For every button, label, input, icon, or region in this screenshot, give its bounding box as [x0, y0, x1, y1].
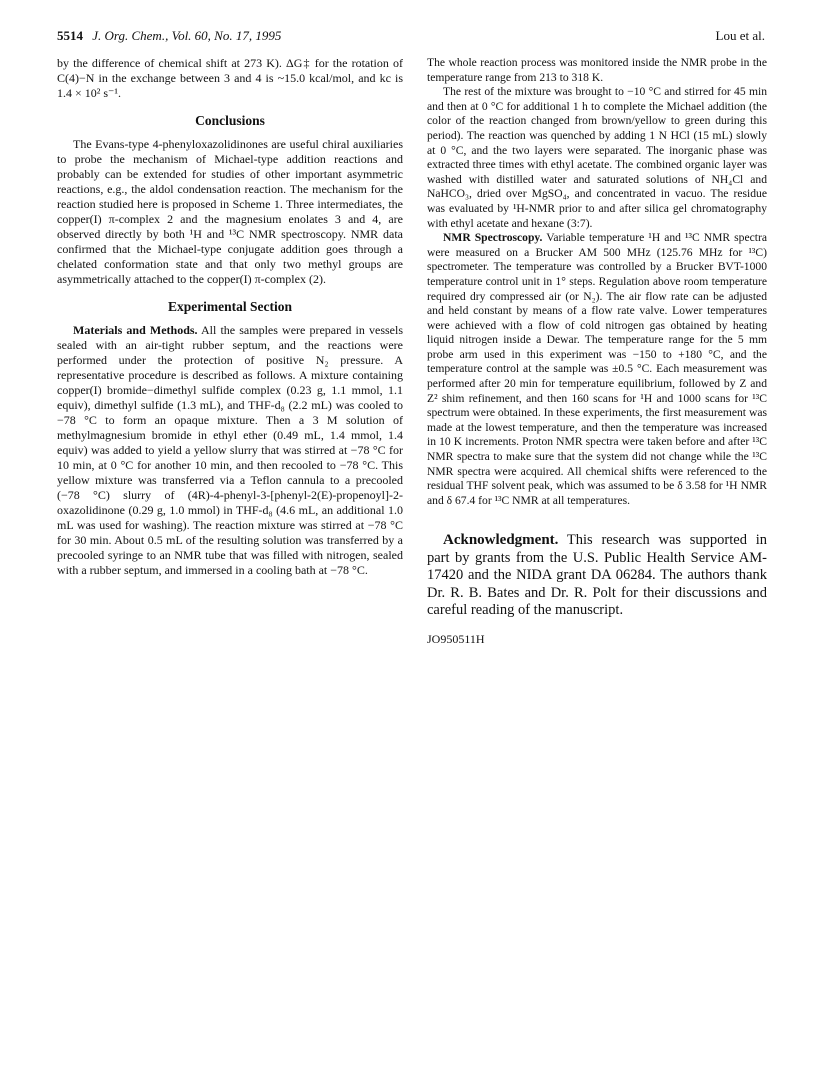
running-authors: Lou et al.	[715, 28, 765, 43]
acknowledgment-text: This research was supported in part by grants from the U.S. Public Health Service AM-17420 and the NIDA grant DA 06284. The authors thank Dr. R. B. Bates and Dr. R. Polt for their discussions and careful reading of the manuscript.	[427, 532, 767, 619]
right-column	[427, 56, 767, 647]
nmr-text: Variable temperature ¹H and ¹³C NMR spectra were measured on a Brucker AM 500 MHz (125.76 MHz for ¹³C) spectrometer. The temperature was controlled by a Brucker BVT-1000 temperature control unit in 1° steps. Regulation above room temperature required dry compressed air (or N₂). The air flow rate can be adjusted and held constant by means of a flow rate valve. Lower temperatures were achieved with a flow of cold nitrogen gas obtained by heating liquid nitrogen inside a Dewar. The temperature range for the 5 mm probe arm used in this experiment was −150 to +180 °C, and the temperature control at the sample was ±0.5 °C. Each measurement was performed after 20 min for temperature equilibrium, followed by Z and Z² shim refinement, and then 160 scans for ¹H and 1000 scans for ¹³C spectrum were obtained. In these experiments, the first measurement was made at the lowest temperature, and then the temperature was increased in 10 K increments. Proton NMR spectra were taken before and after ¹³C NMR spectra to make sure that the system did not change while the ¹³C NMR spectra were acquired. All chemical shifts were referenced to the residual THF solvent peak, which was assumed to be δ 3.58 for ¹H NMR and δ 67.4 for ¹³C NMR at all temperatures.	[427, 231, 767, 507]
conclusions-paragraph: The Evans-type 4-phenyloxazolidinones are useful chiral auxiliaries to probe the mechanism of Michael-type addition reactions and probably can be extended for studies of other important asymmetric reactions, e.g., the aldol condensation reaction. The mechanism for the reaction studied here is proposed in Scheme 1. Three intermediates, the copper(I) π-complex 2 and the magnesium enolates 3 and 4, are observed directly by both ¹H and ¹³C NMR spectroscopy. NMR data confirmed that the Michael-type conjugate addition goes through a chelated conformation state and that only two methyl groups are asymmetrically attached to the copper(I) π-complex (2).	[57, 137, 403, 286]
nmr-paragraph	[427, 231, 767, 508]
monitor-paragraph: The whole reaction process was monitored inside the NMR probe in the temperature range from 213 to 318 K.	[427, 56, 767, 84]
materials-paragraph	[57, 323, 403, 578]
continuation-paragraph: by the difference of chemical shift at 273 K). ΔG‡ for the rotation of C(4)−N in the exchange between 3 and 4 is ~15.0 kcal/mol, and kc is 1.4 × 10² s⁻¹.	[57, 56, 403, 100]
page-header	[57, 28, 765, 48]
acknowledgment-runin-heading: Acknowledgment.	[443, 532, 559, 549]
nmr-runin-heading: NMR Spectroscopy.	[443, 231, 543, 245]
materials-text: All the samples were prepared in vessels sealed with an air-tight rubber septum, and the reactions were performed under the protection of positive N₂ pressure. A representative procedure is described as follows. A mixture containing copper(I) bromide−dimethyl sulfide complex (0.23 g, 1.1 mmol, 1.1 equiv), dimethyl sulfide (1.3 mL), and THF-d₈ (2.2 mL) was cooled to −78 °C to form an opaque mixture. Then a 3 M solution of methylmagnesium bromide in ethyl ether (0.49 mL, 1.4 mmol, 1.4 equiv) was added to yield a yellow slurry that was stirred at −78 °C for 10 min, at 0 °C for another 10 min, and then recooled to −78 °C. This yellow mixture was transferred via a Teflon cannula to a precooled (−78 °C) slurry of (4R)-4-phenyl-3-[phenyl-2(E)-propenoyl]-2-oxazolidinone (0.29 g, 1.0 mmol) in THF-d₈ (4.6 mL, an additional 1.0 mL was used for washing). The reaction mixture was stirred at −78 °C for 30 min. About 0.5 mL of the resulting solution was transferred by a precooled syringe to an NMR tube that was filled with nitrogen, sealed with a rubber septum, and immersed in a cooling bath at −78 °C.	[57, 323, 403, 577]
materials-runin-heading: Materials and Methods.	[73, 323, 198, 337]
acknowledgment-paragraph	[427, 532, 767, 620]
article-code: JO950511H	[427, 631, 485, 646]
page-number: 5514	[57, 28, 83, 43]
journal-citation: J. Org. Chem., Vol. 60, No. 17, 1995	[92, 28, 282, 43]
conclusions-heading: Conclusions	[195, 113, 265, 128]
left-column	[57, 56, 403, 578]
workup-paragraph: The rest of the mixture was brought to −10 °C and stirred for 45 min and then at 0 °C for additional 1 h to complete the Michael addition (the color of the reaction changed from brown/yellow to green during this period). The reaction was quenched by adding 1 N HCl (15 mL) slowly at 0 °C, and the two layers were separated. The inorganic phase was extracted three times with ethyl acetate. The combined organic layer was washed with distilled water and saturated solutions of NH₄Cl and NaHCO₃, dried over MgSO₄, and concentrated in vacuo. The residue was evaluated by ¹H-NMR prior to and after silica gel chromatography with ethyl acetate and hexane (3:7).	[427, 85, 767, 230]
experimental-heading: Experimental Section	[167, 299, 293, 314]
